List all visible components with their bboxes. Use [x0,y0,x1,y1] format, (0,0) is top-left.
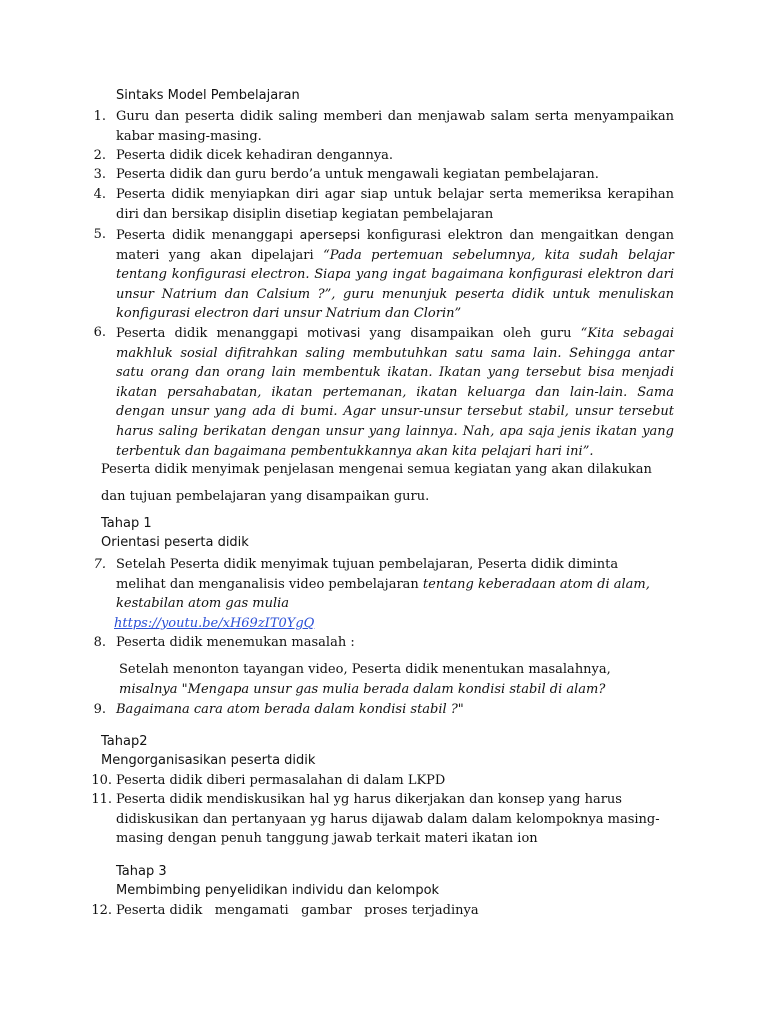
item-text: konfigurasi elektron dan mengaitkan dengan materi yang akan dipelajari [116,228,674,263]
stage-title: Membimbing penyelidikan individu dan kelompok [116,883,440,898]
section-heading: Sintaks Model Pembelajaran [116,88,300,103]
list-item: Peserta didik menyiapkan diri agar siap untuk belajar serta memeriksa kerapihan diri dan bersikap disiplin disetiap kegiatan pembelajaran [116,187,674,222]
stage-title: Mengorganisasikan peserta didik [101,753,316,768]
list-number: 9. [93,702,106,717]
paragraph-line: dan tujuan pembelajaran yang disampaikan guru. [101,489,430,504]
stage-label: Tahap2 [101,734,148,749]
list-item: Peserta didik dan guru berdo’a untuk mengawali kegiatan pembelajaran. [116,167,599,182]
stage-title: Orientasi peserta didik [101,535,249,550]
list-number: 3. [93,167,106,182]
item-line: Bagaimana cara atom berada dalam kondisi stabil ?" [116,702,464,717]
list-number: 10. [91,773,112,788]
list-item-motivasi [116,323,674,461]
item-text: yang disampaikan oleh guru [360,326,581,341]
list-number: 4. [93,187,106,202]
item-line: kestabilan atom gas mulia [116,596,290,611]
item-text: Peserta didik menanggapi [116,228,300,243]
list-number: 6. [93,325,106,340]
list-item: Peserta didik dicek kehadiran dengannya. [116,148,394,163]
list-number: 2. [93,148,106,163]
item-line: melihat dan menganalisis video pembelajaran tentang keberadaan atom di alam, [116,577,650,592]
list-number: 5. [93,227,106,242]
item-text: Peserta didik menanggapi [116,326,308,341]
keyword-motivasi: motivasi [307,325,361,340]
item-line: Peserta didik mendiskusikan hal yg harus dikerjakan dan konsep yang harus [116,792,622,807]
list-number: 1. [93,109,106,124]
list-number: 7. [93,557,106,572]
list-number: 12. [91,903,112,918]
paragraph-line: Peserta didik menyimak penjelasan mengenai semua kegiatan yang akan dilakukan [101,462,652,477]
youtube-link[interactable]: https://youtu.be/xH69zIT0YgQ [114,616,315,631]
item-line: masing dengan penuh tanggung jawab terkait materi ikatan ion [116,831,538,846]
item-line: Peserta didik menemukan masalah : [116,635,355,650]
video-link[interactable] [114,614,314,634]
item-line: misalnya "Mengapa unsur gas mulia berada dalam kondisi stabil di alam? [119,682,606,697]
list-number: 11. [91,792,112,807]
list-number: 8. [93,635,106,650]
item-line: didiskusikan dan pertanyaan yg harus dijawab dalam dalam kelompoknya masing- [116,812,660,827]
item-line: Setelah Peserta didik menyimak tujuan pembelajaran, Peserta didik diminta [116,557,619,572]
item-line: Peserta didik mengamati gambar proses terjadinya [116,903,479,918]
list-item-apersepsi [116,225,674,324]
stage-label: Tahap 3 [116,864,167,879]
teacher-quote: “Pada pertemuan sebelumnya, kita sudah belajar tentang konfigurasi electron. Siapa yang ingat bagaimana konfigurasi elektron dari unsur Natrium dan Calsium ?”, guru menunjuk peserta didik untuk menuliskan konfigurasi electron dari unsur Natrium dan Clorin” [116,247,674,322]
teacher-quote: “Kita sebagai makhluk sosial difitrahkan saling membutuhkan satu sama lain. Sehingga antar satu orang dan orang lain membentuk ikatan. Ikatan yang tersebut bisa menjadi ikatan persahabatan, ikatan pertemanan, ikatan keluarga dan lain-lain. Sama dengan unsur yang ada di bumi. Agar unsur-unsur tersebut stabil, unsur tersebut harus saling berikatan dengan unsur yang lainnya. Nah, apa saja jenis ikatan yang terbentuk dan bagaimana pembentukkannya akan kita pelajari hari ini”. [116,326,674,459]
list-item: Guru dan peserta didik saling memberi dan menjawab salam serta menyampaikan kabar masing-masing. [116,109,674,144]
stage-label: Tahap 1 [101,516,152,531]
item-line: Peserta didik diberi permasalahan di dalam LKPD [116,773,446,788]
item-line: Setelah menonton tayangan video, Peserta didik menentukan masalahnya, [119,662,611,677]
keyword-apersepsi: apersepsi [299,227,361,242]
